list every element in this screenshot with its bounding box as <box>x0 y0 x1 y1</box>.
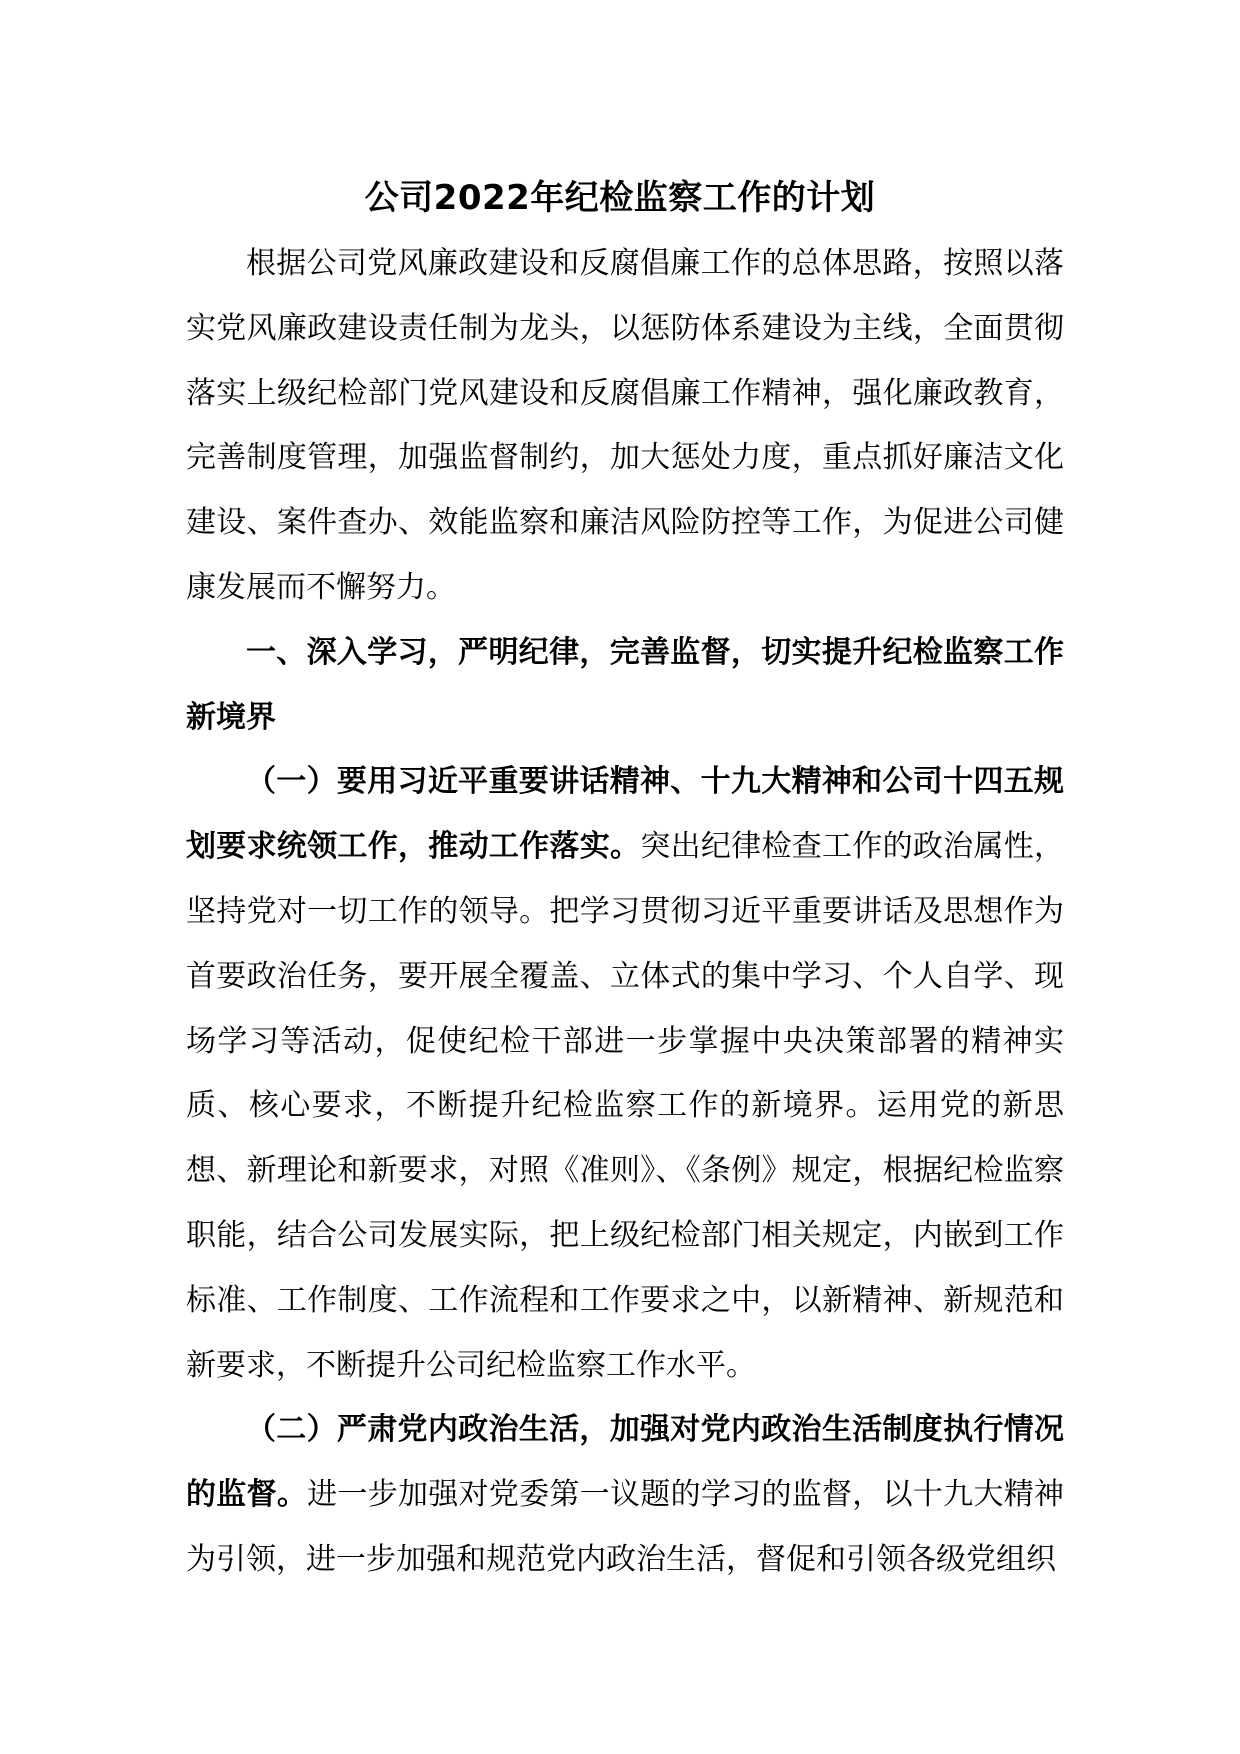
section-1-item-2-paragraph <box>186 1398 1064 1592</box>
section-1-item-1-text: 突出纪律检查工作的政治属性，坚持党对一切工作的领导。把学习贯彻习近平重要讲话及思想作为首要政治任务，要开展全覆盖、立体式的集中学习、个人自学、现场学习等活动，促使纪检干部进一步掌握中央决策部署的精神实质、核心要求，不断提升纪检监察工作的新境界。运用党的新思想、新理论和新要求，对照《准则》、《条例》规定，根据纪检监察职能，结合公司发展实际，把上级纪检部门相关规定，内嵌到工作标准、工作制度、工作流程和工作要求之中，以新精神、新规范和新要求，不断提升公司纪检监察工作水平。 <box>186 829 1065 1383</box>
section-1-item-2-text: 进一步加强对党委第一议题的学习的监督，以十九大精神为引领，进一步加强和规范党内政治生活，督促和引领各级党组织 <box>186 1477 1065 1577</box>
document-title: 公司2022年纪检监察工作的计划 <box>364 178 876 218</box>
document-body <box>186 232 1064 1593</box>
section-1-heading: 一、深入学习，严明纪律，完善监督，切实提升纪检监察工作新境界 <box>186 634 1064 735</box>
intro-paragraph: 根据公司党风廉政建设和反腐倡廉工作的总体思路，按照以落实党风廉政建设责任制为龙头，以惩防体系建设为主线，全面贯彻落实上级纪检部门党风建设和反腐倡廉工作精神，强化廉政教育，完善制度管理，加强监督制约，加大惩处力度，重点抓好廉洁文化建设、案件查办、效能监察和廉洁风险防控等工作，为促进公司健康发展而不懈努力。 <box>186 246 1064 605</box>
section-1-item-1-lead: （一）要用习近平重要讲话精神、十九大精神和公司十四五规划要求统领工作，推动工作落实。 <box>186 764 1064 865</box>
section-1-item-2-lead: （二）严肃党内政治生活，加强对党内政治生活制度执行情况的监督。 <box>186 1412 1064 1513</box>
section-1-item-1-paragraph <box>186 750 1064 1398</box>
